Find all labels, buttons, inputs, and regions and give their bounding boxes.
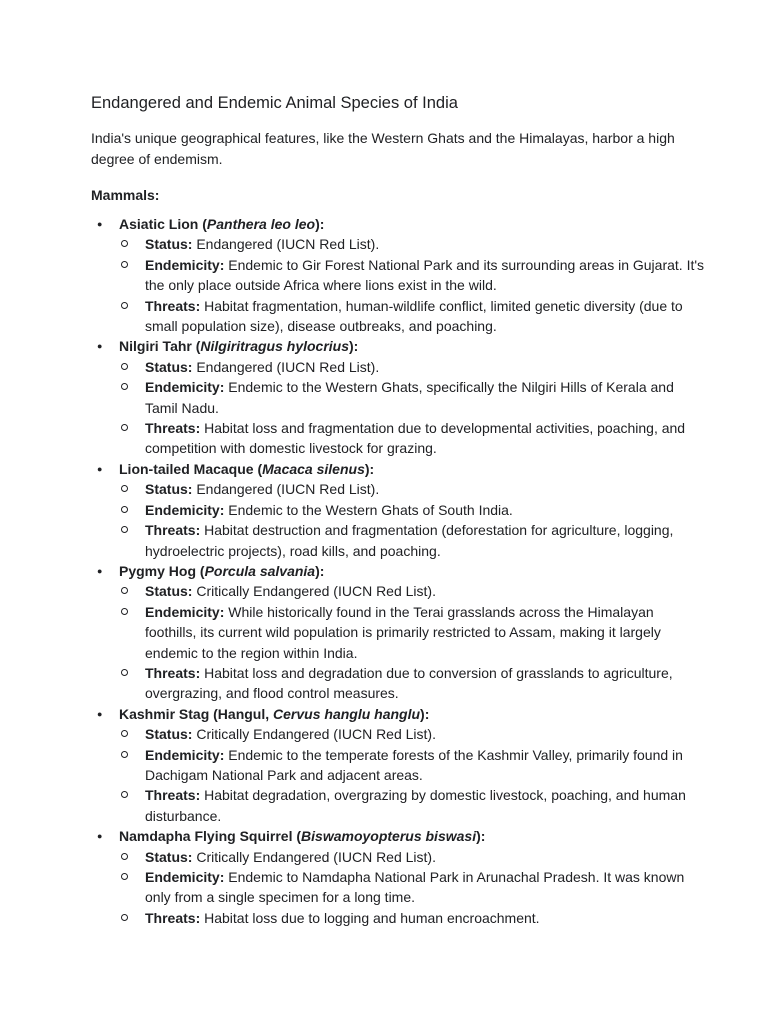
status-item xyxy=(119,357,705,377)
threats-item xyxy=(119,663,705,704)
endemicity-label: Endemicity: xyxy=(145,603,225,620)
threats-text: Habitat loss and degradation due to conversion of grasslands to agriculture, overgrazing, and flood control measures. xyxy=(145,664,673,702)
species-item xyxy=(91,459,691,561)
threats-text: Habitat degradation, overgrazing by domestic livestock, poaching, and human disturbance. xyxy=(145,787,686,824)
circle-bullet-icon xyxy=(121,730,128,737)
status-label: Status: xyxy=(145,236,193,253)
species-list xyxy=(91,214,705,928)
status-text: Critically Endangered (IUCN Red List). xyxy=(196,726,436,743)
species-name: Pygmy Hog (Porcula salvania): xyxy=(119,562,325,579)
species-details xyxy=(119,234,705,336)
circle-bullet-icon xyxy=(121,363,128,370)
species-name: Lion-tailed Macaque (Macaca silenus): xyxy=(119,460,375,477)
endemicity-item xyxy=(119,377,705,418)
status-text: Critically Endangered (IUCN Red List). xyxy=(196,583,436,600)
species-name: Nilgiri Tahr (Nilgiritragus hylocrius): xyxy=(119,338,359,355)
endemicity-label: Endemicity: xyxy=(145,379,225,396)
threats-label: Threats: xyxy=(145,420,201,437)
bullet-icon: ● xyxy=(97,219,103,229)
circle-bullet-icon xyxy=(121,240,128,247)
threats-text: Habitat loss due to logging and human encroachment. xyxy=(204,909,540,926)
status-text: Endangered (IUCN Red List). xyxy=(196,358,380,375)
threats-text: Habitat loss and fragmentation due to developmental activities, poaching, and competition with domestic livestock for grazing. xyxy=(145,420,686,457)
endemicity-label: Endemicity: xyxy=(145,501,225,518)
status-label: Status: xyxy=(145,848,193,865)
circle-bullet-icon xyxy=(121,302,128,309)
scientific-name: Porcula salvania xyxy=(204,562,316,579)
document-title: Endangered and Endemic Animal Species of India xyxy=(91,94,458,112)
species-name: Asiatic Lion (Panthera leo leo): xyxy=(119,216,325,232)
status-label: Status: xyxy=(145,358,193,375)
bullet-icon: ● xyxy=(97,341,103,352)
circle-bullet-icon xyxy=(121,506,128,513)
threats-label: Threats: xyxy=(145,664,201,681)
scientific-name: Panthera leo leo xyxy=(206,216,316,232)
status-item xyxy=(119,847,705,867)
species-details xyxy=(119,581,691,703)
species-details xyxy=(119,357,691,459)
circle-bullet-icon xyxy=(121,914,128,921)
status-label: Status: xyxy=(145,481,193,498)
circle-bullet-icon xyxy=(121,751,128,758)
document-content xyxy=(91,92,705,928)
threats-text: Habitat destruction and fragmentation (deforestation for agriculture, logging, hydroelectric projects), road kills, and poaching. xyxy=(145,522,674,559)
status-label: Status: xyxy=(145,583,193,600)
status-text: Endangered (IUCN Red List). xyxy=(196,236,380,253)
status-text: Endangered (IUCN Red List). xyxy=(196,481,380,498)
endemicity-text: Endemic to Namdapha National Park in Arunachal Pradesh. It was known only from a single specimen for a long time. xyxy=(145,869,685,906)
status-item xyxy=(119,479,705,499)
endemicity-label: Endemicity: xyxy=(145,869,225,885)
status-item xyxy=(119,724,705,744)
circle-bullet-icon xyxy=(121,526,128,533)
threats-item xyxy=(119,785,705,826)
scientific-name: Nilgiritragus hylocrius xyxy=(200,338,350,355)
threats-label: Threats: xyxy=(145,522,201,539)
circle-bullet-icon xyxy=(121,853,128,860)
threats-item xyxy=(119,418,705,459)
species-name: Kashmir Stag (Hangul, Cervus hanglu hanglu): xyxy=(119,705,430,722)
endemicity-item xyxy=(119,867,705,908)
species-item xyxy=(91,561,691,704)
status-label: Status: xyxy=(145,726,193,743)
endemicity-label: Endemicity: xyxy=(145,256,225,273)
bullet-icon: ● xyxy=(97,463,103,474)
circle-bullet-icon xyxy=(121,791,128,798)
species-details xyxy=(119,847,691,929)
circle-bullet-icon xyxy=(121,587,128,594)
threats-item xyxy=(119,908,705,928)
section-heading-mammals: Mammals: xyxy=(91,187,160,203)
threats-label: Threats: xyxy=(145,787,201,804)
threats-item xyxy=(119,520,705,561)
species-item xyxy=(91,214,705,336)
species-name: Namdapha Flying Squirrel (Biswamoyopterus biswasi): xyxy=(119,828,486,845)
threats-item xyxy=(119,296,705,337)
species-item xyxy=(91,336,691,458)
circle-bullet-icon xyxy=(121,485,128,492)
endemicity-label: Endemicity: xyxy=(145,746,225,763)
species-details xyxy=(119,479,691,561)
bullet-icon: ● xyxy=(97,831,103,842)
status-item xyxy=(119,234,705,254)
threats-label: Threats: xyxy=(145,297,201,314)
species-details xyxy=(119,724,691,826)
circle-bullet-icon xyxy=(121,261,128,268)
endemicity-text: Endemic to Gir Forest National Park and its surrounding areas in Gujarat. It's the only place outside Africa where lions exist in the wild. xyxy=(145,256,705,294)
endemicity-item xyxy=(119,255,705,296)
status-item xyxy=(119,581,705,601)
threats-label: Threats: xyxy=(145,909,201,926)
circle-bullet-icon xyxy=(121,383,128,390)
endemicity-text: While historically found in the Terai grasslands across the Himalayan foothills, its current wild population is primarily restricted to Assam, making it largely endemic to the region within India. xyxy=(145,603,661,661)
species-item xyxy=(91,826,691,928)
circle-bullet-icon xyxy=(121,424,128,431)
endemicity-text: Endemic to the Western Ghats of South India. xyxy=(228,501,513,518)
threats-text: Habitat fragmentation, human-wildlife conflict, limited genetic diversity (due to small population size), disease outbreaks, and poaching. xyxy=(145,297,683,335)
endemicity-text: Endemic to the temperate forests of the Kashmir Valley, primarily found in Dachigam National Park and adjacent areas. xyxy=(145,746,683,783)
endemicity-item xyxy=(119,602,705,663)
intro-paragraph: India's unique geographical features, like the Western Ghats and the Himalayas, harbor a high degree of endemism. xyxy=(91,130,675,167)
bullet-icon: ● xyxy=(97,708,103,719)
scientific-name: Macaca silenus xyxy=(262,460,365,477)
species-item xyxy=(91,704,691,826)
scientific-name: Biswamoyopterus biswasi xyxy=(301,828,477,845)
circle-bullet-icon xyxy=(121,873,128,880)
status-text: Critically Endangered (IUCN Red List). xyxy=(196,848,436,865)
endemicity-item xyxy=(119,500,705,520)
scientific-name: Cervus hanglu hanglu xyxy=(273,705,421,722)
endemicity-text: Endemic to the Western Ghats, specifically the Nilgiri Hills of Kerala and Tamil Nadu. xyxy=(145,379,674,416)
circle-bullet-icon xyxy=(121,669,128,676)
circle-bullet-icon xyxy=(121,608,128,615)
bullet-icon: ● xyxy=(97,565,103,576)
endemicity-item xyxy=(119,745,705,786)
